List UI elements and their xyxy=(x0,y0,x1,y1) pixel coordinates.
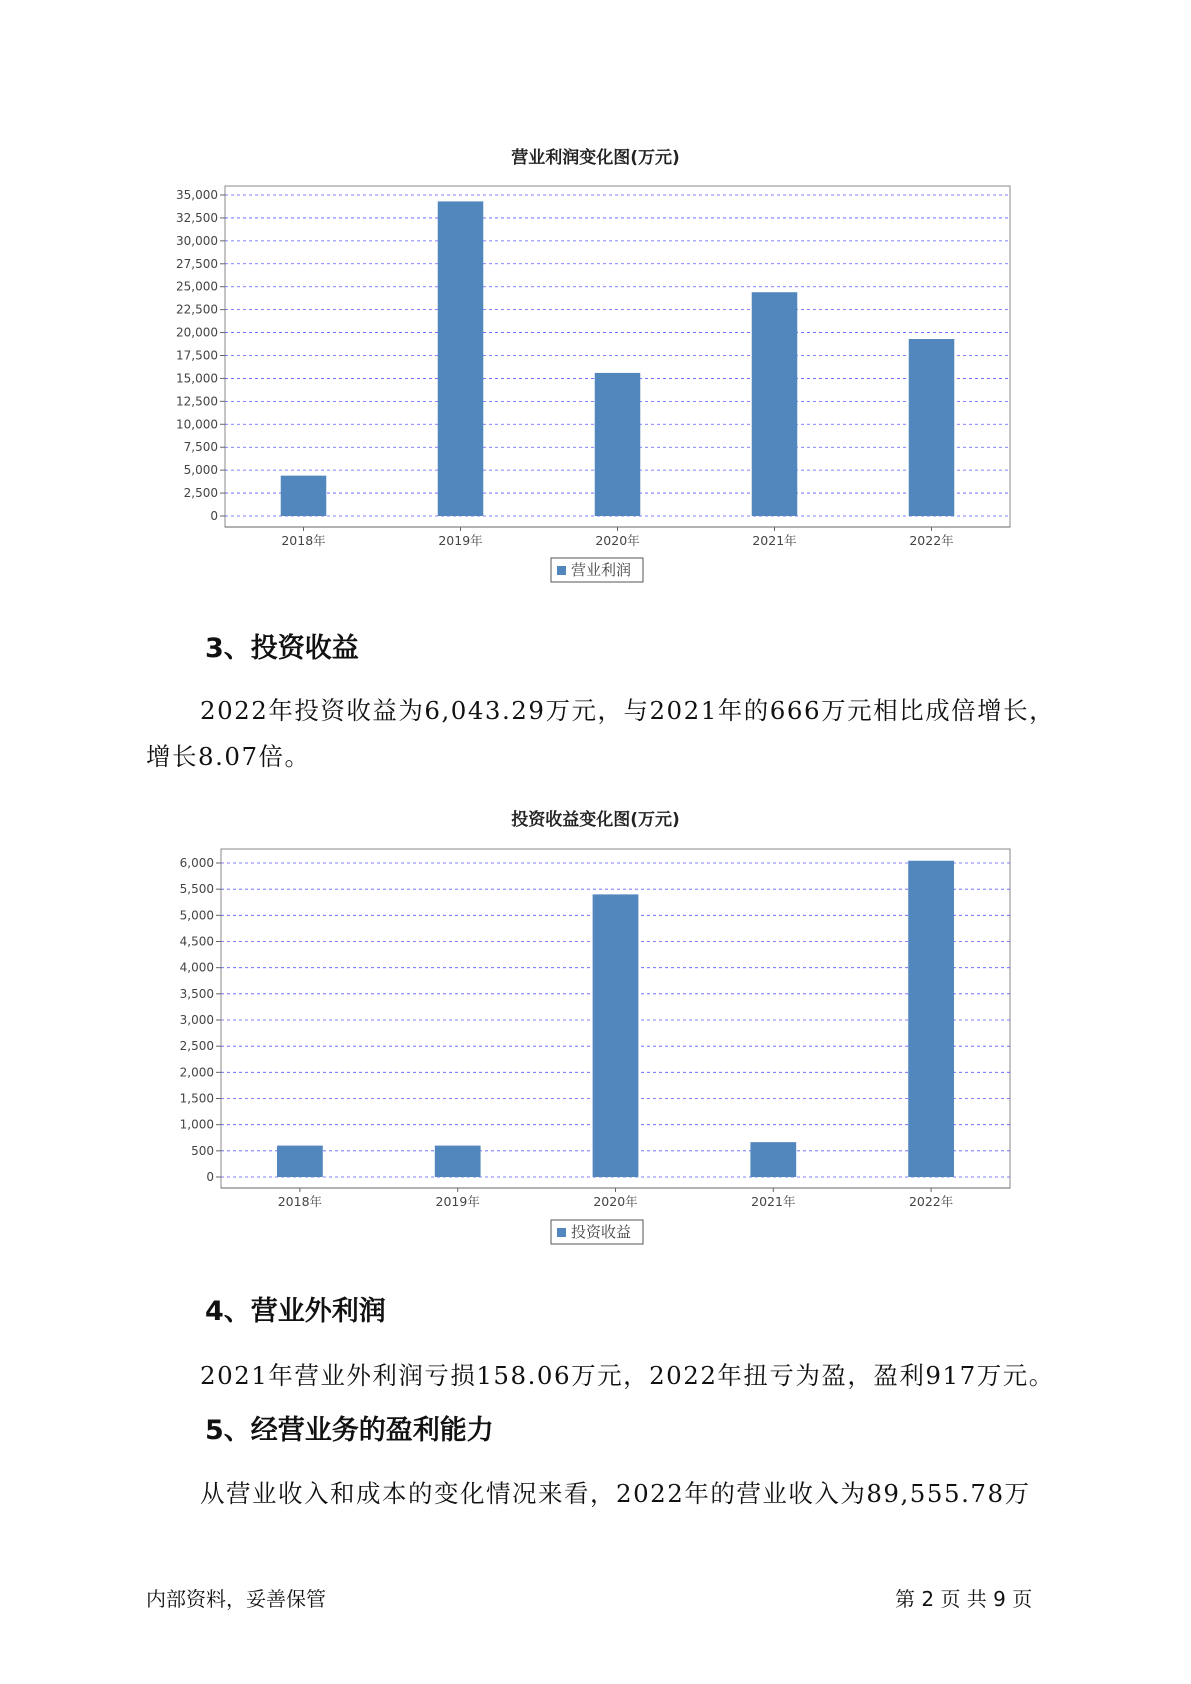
x-tick-label: 2022年 xyxy=(908,1194,954,1209)
y-tick-label: 17,500 xyxy=(176,348,218,363)
y-tick-label: 30,000 xyxy=(176,233,218,248)
y-tick-label: 0 xyxy=(206,1170,214,1184)
bar xyxy=(435,1146,481,1177)
y-tick-label: 12,500 xyxy=(176,394,218,409)
x-tick-label: 2022年 xyxy=(909,533,954,548)
y-tick-label: 10,000 xyxy=(176,417,218,432)
section-5-para-line1: 从营业收入和成本的变化情况来看，2022年的营业收入为89,555.78万 xyxy=(200,1479,1031,1508)
legend-swatch xyxy=(557,566,566,575)
x-tick-label: 2018年 xyxy=(281,533,326,548)
bar xyxy=(438,201,484,516)
section-3-heading: 3、投资收益 xyxy=(205,633,359,664)
bar xyxy=(909,339,955,516)
x-tick-label: 2020年 xyxy=(593,1194,638,1209)
section-5-heading: 5、经营业务的盈利能力 xyxy=(205,1415,494,1446)
y-tick-label: 35,000 xyxy=(176,188,218,202)
x-tick-label: 2018年 xyxy=(277,1194,323,1209)
y-tick-label: 5,000 xyxy=(179,908,214,923)
section-4-heading: 4、营业外利润 xyxy=(205,1296,386,1327)
section-3-para-line2: 增长8.07倍。 xyxy=(146,742,311,771)
x-tick-label: 2019年 xyxy=(435,1194,480,1209)
bar xyxy=(281,476,327,516)
footer-confidential: 内部资料，妥善保管 xyxy=(146,1587,326,1611)
y-tick-label: 20,000 xyxy=(176,325,218,340)
operating-profit-chart xyxy=(0,160,1191,580)
y-tick-label: 3,000 xyxy=(179,1013,214,1027)
section-3-para-line1: 2022年投资收益为6,043.29万元，与2021年的666万元相比成倍增长， xyxy=(200,696,1056,725)
x-tick-label: 2019年 xyxy=(438,533,483,548)
y-tick-label: 4,000 xyxy=(179,960,214,975)
y-tick-label: 7,500 xyxy=(183,440,218,455)
investment-income-chart xyxy=(0,822,1191,1242)
y-tick-label: 25,000 xyxy=(176,279,218,294)
y-tick-label: 5,000 xyxy=(183,463,218,478)
y-tick-label: 2,500 xyxy=(179,1039,214,1054)
y-tick-label: 27,500 xyxy=(176,256,218,271)
y-tick-label: 2,000 xyxy=(179,1065,214,1080)
y-tick-label: 22,500 xyxy=(176,302,218,317)
y-tick-label: 0 xyxy=(210,509,218,523)
x-tick-label: 2021年 xyxy=(752,533,797,548)
bar xyxy=(595,373,641,516)
y-tick-label: 1,000 xyxy=(179,1117,214,1132)
y-tick-label: 5,500 xyxy=(179,882,214,897)
x-tick-label: 2021年 xyxy=(751,1194,796,1209)
y-tick-label: 32,500 xyxy=(176,210,218,225)
bar xyxy=(908,861,954,1177)
legend-label: 营业利润 xyxy=(571,561,632,579)
legend-swatch xyxy=(557,1228,566,1237)
y-tick-label: 1,500 xyxy=(179,1091,214,1106)
bar xyxy=(277,1146,323,1177)
bar xyxy=(750,1142,796,1177)
y-tick-label: 2,500 xyxy=(183,486,218,501)
x-tick-label: 2020年 xyxy=(595,533,640,548)
y-tick-label: 3,500 xyxy=(179,986,214,1001)
footer-page-number: 第 2 页 共 9 页 xyxy=(895,1587,1033,1611)
y-tick-label: 500 xyxy=(191,1143,214,1158)
y-tick-label: 6,000 xyxy=(179,856,214,870)
y-tick-label: 4,500 xyxy=(179,934,214,949)
bar xyxy=(593,894,639,1177)
section-4-para-line1: 2021年营业外利润亏损158.06万元，2022年扭亏为盈，盈利917万元。 xyxy=(200,1361,1055,1390)
y-tick-label: 15,000 xyxy=(176,371,218,386)
bar xyxy=(752,292,798,516)
chart2-title: 投资收益变化图(万元) xyxy=(511,810,680,830)
chart1-title: 营业利润变化图(万元) xyxy=(511,148,680,168)
legend-label: 投资收益 xyxy=(571,1223,632,1241)
